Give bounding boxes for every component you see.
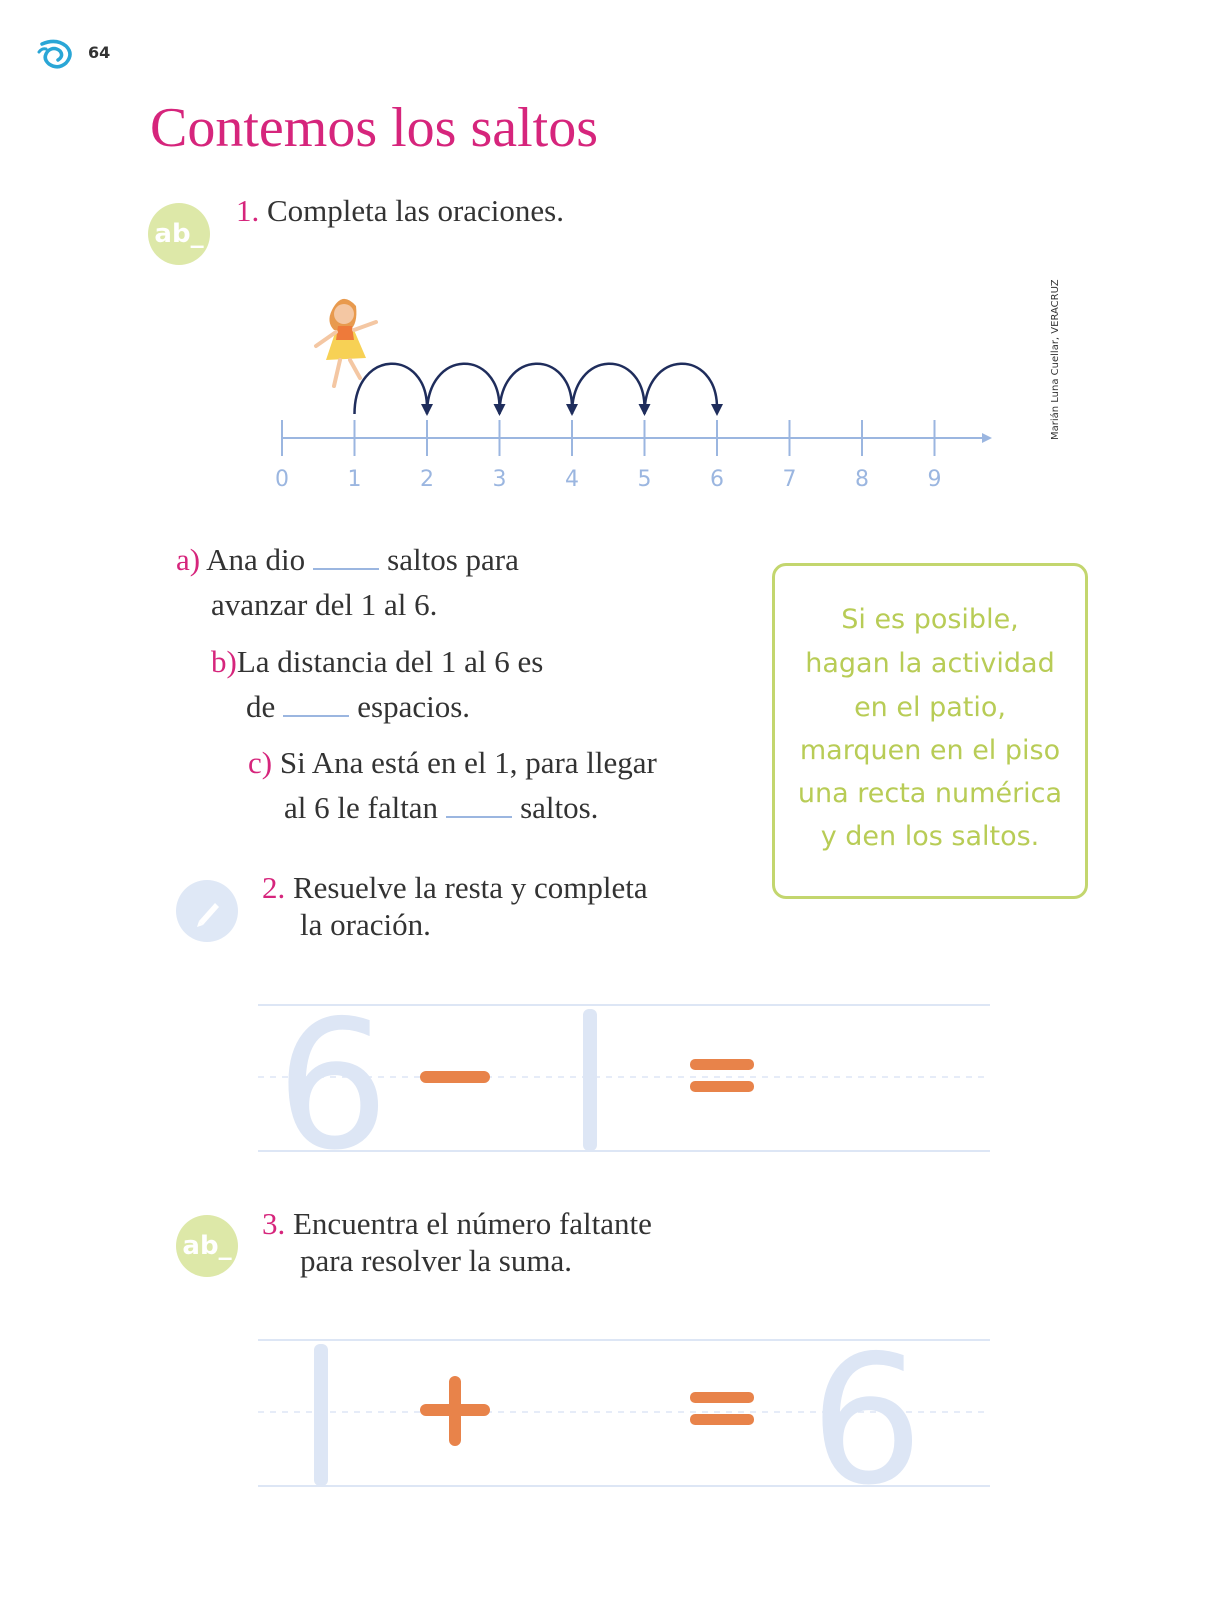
number-line-figure [270,280,1010,500]
q1b-line2 [246,689,470,725]
q3-line2: para resolver la suma. [300,1243,572,1278]
q1-number: 1. [236,193,260,228]
q1b-text: La distancia del 1 al 6 es [236,644,544,679]
tip-line: en el patio, [854,692,1006,723]
girl-jumping-icon [316,299,376,386]
page-title: Contemos los saltos [150,97,599,159]
tip-line: Si es posible, [841,604,1019,635]
jump-arc [427,364,500,414]
q1b-answer-blank[interactable] [283,715,349,717]
pencil-activity-badge [176,880,238,942]
tick-label: 0 [275,467,289,492]
tick-label: 6 [710,467,724,492]
swirl-logo-icon [36,36,76,72]
q3-number: 3. [262,1206,286,1241]
q1b-text-post: espacios. [357,689,471,724]
q1a-answer-blank[interactable] [313,568,379,570]
jump-arcs [355,364,724,416]
equals-sign-icon [690,1059,754,1070]
q1a-letter: a) [176,542,201,577]
q1c-line2 [284,790,598,826]
jump-arc [645,364,718,414]
q2-line2: la oración. [300,907,431,942]
tick-label: 4 [565,467,579,492]
tip-line: y den los saltos. [820,821,1040,852]
q1c-text: Si Ana está en el 1, para llegar [279,745,657,780]
q1b-line1 [211,644,543,680]
q1c-letter: c) [248,745,273,780]
q1-instruction: Completa las oraciones. [267,193,564,228]
q1b-text-pre: de [246,689,276,724]
q1c-line1 [248,745,657,781]
q3-line1: Encuentra el número faltante [293,1206,652,1241]
jump-arrowhead-icon [711,404,723,416]
minuend-digit: 6 [276,1003,390,1153]
tick-label: 1 [347,467,362,492]
subtrahend-digit-one [583,1009,597,1151]
ab-activity-badge-icon: ab_ [148,203,210,265]
subtraction-writing-area[interactable] [258,1003,1000,1153]
axis-ticks [275,420,942,492]
tick-label: 5 [637,467,652,492]
q2-number: 2. [262,870,286,905]
tip-line: una recta numérica [797,778,1063,809]
ab-activity-badge-icon: ab_ [176,1215,238,1277]
q1b-letter: b) [211,644,237,679]
tip-line: marquen en el piso [799,735,1061,766]
jump-arc [572,364,645,414]
page-number: 64 [88,43,111,62]
q2-heading [262,870,648,906]
q1c-text-pre: al 6 le faltan [284,790,439,825]
q2-line1: Resuelve la resta y completa [293,870,648,905]
q1c-answer-blank[interactable] [446,816,512,818]
addend-digit-one [314,1344,328,1486]
tick-label: 2 [420,467,434,492]
axis-arrow-icon [982,433,992,443]
equals-sign-icon [690,1392,754,1403]
illustration-credit: Marián Luna Cuellar, VERACRUZ [1050,279,1061,440]
q1-heading [236,193,564,229]
q1a-text-post: saltos para [387,542,519,577]
tick-label: 7 [782,467,797,492]
jump-arc [500,364,573,414]
q1a-line1 [176,542,519,578]
q1a-text-pre: Ana dio [206,542,306,577]
tick-label: 9 [927,467,942,492]
tick-label: 3 [492,467,507,492]
sum-digit: 6 [810,1338,924,1488]
q1a-line2: avanzar del 1 al 6. [211,587,438,622]
q3-heading [262,1206,652,1242]
pencil-icon [187,891,227,931]
activity-tip-box [772,563,1088,899]
tick-label: 8 [855,467,869,492]
addition-writing-area[interactable] [258,1338,1000,1488]
jump-arc [355,364,428,414]
q1c-text-post: saltos. [520,790,599,825]
tip-line: hagan la actividad [805,648,1055,679]
minus-sign-icon [420,1071,490,1083]
